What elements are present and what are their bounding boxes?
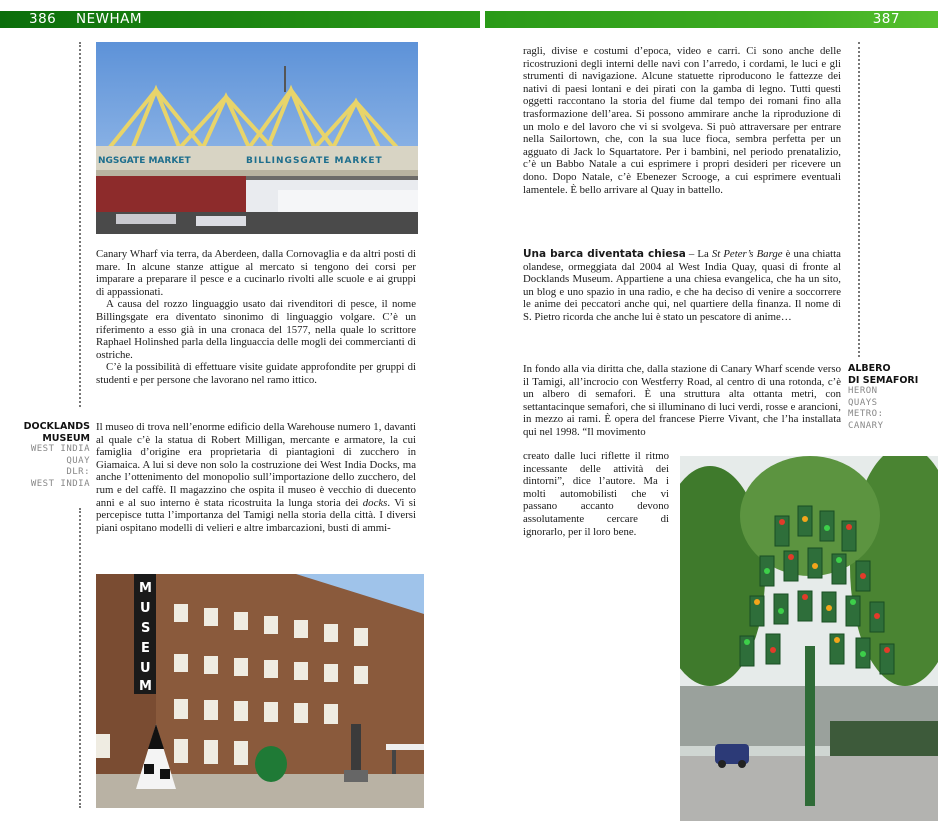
paragraph [523,248,841,324]
lead-heading: Una barca diventata chiesa [523,248,686,260]
svg-text:E: E [141,641,150,656]
header-bar-right [485,11,938,28]
sidebar-title: ALBERO DI SEMAFORI [848,363,919,386]
emphasis: docks [362,496,388,509]
margin-rule-right [858,42,860,357]
sidebar-docklands-museum [2,421,90,490]
svg-text:U: U [140,661,151,676]
svg-text:M: M [139,581,152,596]
right-column-traffic-tree [523,363,841,439]
paragraph: Canary Wharf via terra, da Aberdeen, dalla Cornovaglia e da altri posti di mare. In alcune stanze attigue al mercato si tengono dei corsi per imparare a preparare il pesce e a cucinarlo rivolti alle scuole e ai gruppi di appassionati. [96,248,416,298]
margin-rule-left-bottom [79,508,81,808]
right-column-traffic-tree-cont [523,450,669,538]
page-number-right: 387 [872,11,900,27]
text-run: è una chiatta olandese, ormeggiata dal 2004 al West India Quay, quasi di fronte al Docklands Museum. Appartiene a una chiesa evangelica, che ha un sito, un blog e uno spazio in una radio, e che ha deciso di venire a soccorrere le anime dei peccatori anche qui, nel quartiere della finanza. Il nome di S. Pietro ricorda che anche lui è stato un pescatore di anime… [523,248,841,323]
docklands-museum-photo [96,574,424,808]
left-column-text-museum [96,421,416,534]
paragraph [96,421,416,534]
sidebar-transport: HERON QUAYS METRO: CANARY [848,386,884,431]
svg-text:U: U [140,601,151,616]
header-bar-left [0,11,480,28]
paragraph: C’è la possibilità di effettuare visite guidate approfondite per gruppi di studenti e per persone che lavorano nel ramo ittico. [96,361,416,386]
page-number-left: 386 [29,11,57,27]
market-sign-left: NGSGATE MARKET [98,156,191,166]
svg-text:S: S [141,621,151,636]
traffic-light-tree-photo [680,456,938,821]
paragraph: creato dalle luci riflette il ritmo incessante delle attività dei dintorni”, dice l’autore. Ma i molti automobilisti che vi passano accanto devono assolutamente cercare di ignorarlo, per il loro bene. [523,450,669,538]
paragraph: In fondo alla via diritta che, dalla stazione di Canary Wharf scende verso il Tamigi, all’incrocio con Westferry Road, al centro di una rotonda, c’è un albero di semafori. È una struttura alta ottanta metri, con settantacinque semafori, che si illuminano di luci verdi, rosse e arancioni, in mezzo ai rami. È opera del francese Pierre Vivant, che l’ha installata qui nel 1998. “Il movimento [523,363,841,438]
text-run: – La [685,248,712,260]
section-title: NEWHAM [76,11,143,27]
left-column-text-top [96,248,416,387]
market-sign-right: BILLINGSGATE MARKET [246,156,383,166]
right-column-barge [523,248,841,324]
right-column-text-top [523,45,841,196]
billingsgate-market-photo [96,42,418,234]
text-run: . Vi si percepisce tutta l’importanza del Tamigi nella storia della città. I diversi piani ospitano modelli di velieri e altre imbarcazioni, busti di ammi- [96,496,416,534]
sidebar-title: DOCKLANDS MUSEUM [23,421,90,444]
paragraph: A causa del rozzo linguaggio usato dai rivenditori di pesce, il nome Billingsgate era diventato sinonimo di linguaggio volgare. C’è un riferimento a esso già in una cronaca del 1577, nella quale lo scrittore Raphael Holinshed parla della linguaccia delle mogli dei commercianti di ostriche. [96,298,416,361]
text-run: Il museo di trova nell’enorme edificio della Warehouse numero 1, davanti al quale c’è la statua di Robert Milligan, mercante e armatore, la cui famiglia d’origine era proprietaria di piantagioni di zucchero in Giamaica. A lui si deve non solo la costruzione dei West India Docks, ma anche l’ottenimento del monopolio sull’importazione dello zucchero, del rum e del caffè. Il magazzino che ospita il museo è vecchio di duecento anni e al suo interno è stata ricostruita la lunga storia dei [96,421,416,509]
svg-text:M: M [139,679,152,694]
sidebar-albero-semafori [848,363,936,432]
margin-rule-left-top [79,42,81,407]
paragraph: ragli, divise e costumi d’epoca, video e carri. Ci sono anche delle ricostruzioni degli interni delle navi con l’arredo, i cordami, le luci e gli strumenti di navigazione. Alcune statuette riproducono le fattezze dei nativi di paesi lontani e dei pirati con la gamba di legno. Tutti questi oggetti raccontano la storia del fiume dal tempo dei romani fino alla trasformazione dell’area. Si possono ammirare anche la riproduzione di un molo e del lavoro che vi si svolgeva. Si può attraversare per entrare nella Sailortown, che, con la sua luce fioca, sembra perfetta per un agguato di Jack lo Squartatore. Per i bambini, nel periodo prenatalizio, c’è un Babbo Natale a cui esprimere i propri desideri per ricevere un dono. Dopo Natale, c’è Ebenezer Scrooge, a cui esprimere eventuali lamentele. È bello arrivare al Quay in battello. [523,45,841,196]
emphasis: St Peter’s Barge [711,248,783,260]
sidebar-transport: WEST INDIA QUAY DLR: WEST INDIA [30,444,90,489]
